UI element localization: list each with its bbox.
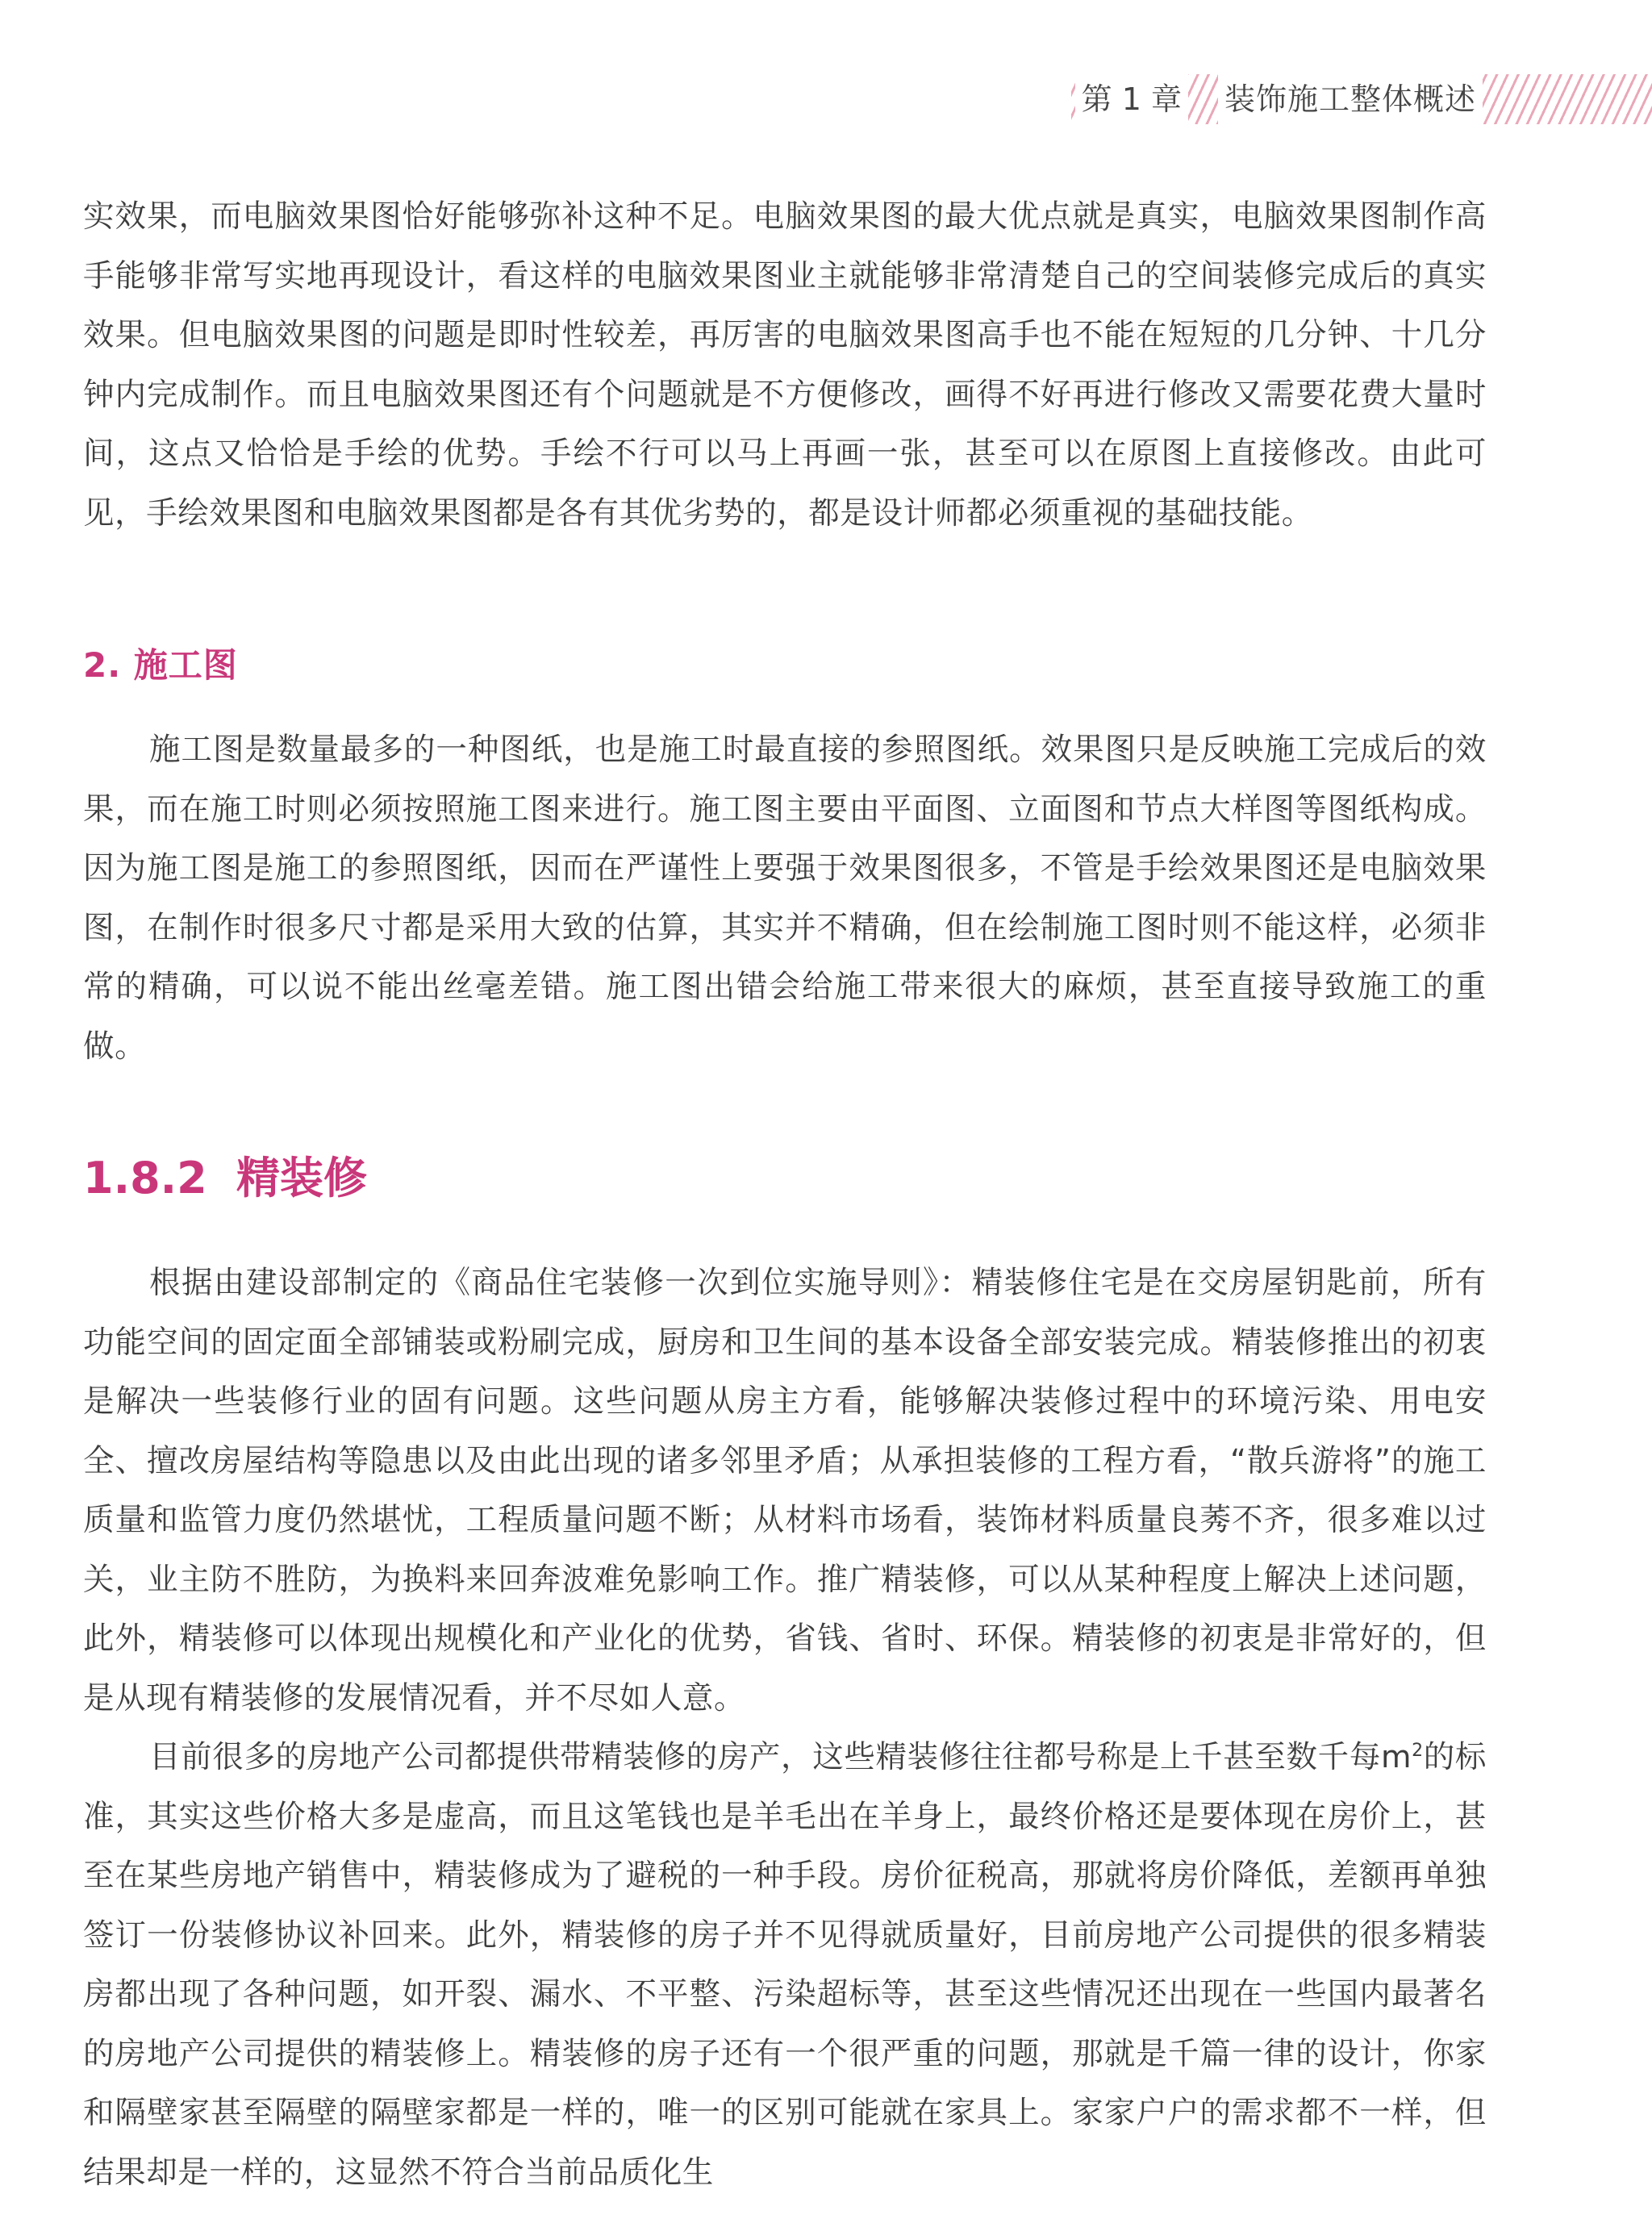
intro-paragraph: 实效果，而电脑效果图恰好能够弥补这种不足。电脑效果图的最大优点就是真实，电脑效果图制作高手能够非常写实地再现设计，看这样的电脑效果图业主就能够非常清楚自己的空间装修完成后的真实效果。但电脑效果图的问题是即时性较差，再厉害的电脑效果图高手也不能在短短的几分钟、十几分钟内完成制作。而且电脑效果图还有个问题就是不方便修改，画得不好再进行修改又需要花费大量时间，这点又恰恰是手绘的优势。手绘不行可以马上再画一张，甚至可以在原图上直接修改。由此可见，手绘效果图和电脑效果图都是各有其优劣势的，都是设计师都必须重视的基础技能。 <box>83 198 1487 532</box>
section-number: 1.8.2 <box>83 1153 207 1203</box>
subsection-heading: 2. 施工图 <box>83 645 238 685</box>
paragraph-2-part-2: 的标准，其实这些价格大多是虚高，而且这笔钱也是羊毛出在羊身上，最终价格还是要体现在房价上，甚至在某些房地产销售中，精装修成为了避税的一种手段。房价征税高，那就将房价降低，差额再单独签订一份装修协议补回来。此外，精装修的房子并不见得就质量好，目前房地产公司提供的很多精装房都出现了各种问题，如开裂、漏水、不平整、污染超标等，甚至这些情况还出现在一些国内最著名的房地产公司提供的精装修上。精装修的房子还有一个很严重的问题，那就是千篇一律的设计，你家和隔壁家甚至隔壁的隔壁家都是一样的，唯一的区别可能就在家具上。家家户户的需求都不一样，但结果却是一样的，这显然不符合当前品质化生 <box>83 1739 1487 2191</box>
section-block <box>83 1253 1487 2202</box>
subsection-block <box>83 720 1487 1076</box>
paragraph-2-part-1: 目前很多的房地产公司都提供带精装修的房产，这些精装修往往都号称是上千甚至数千每 <box>149 1739 1381 1775</box>
header-chapter-label: 第 1 章 <box>1075 74 1188 124</box>
unit-square-meter <box>1381 1739 1424 1775</box>
unit-base: m <box>1380 1739 1412 1775</box>
subsection-paragraph: 施工图是数量最多的一种图纸，也是施工时最直接的参照图纸。效果图只是反映施工完成后的效果，而在施工时则必须按照施工图来进行。施工图主要由平面图、立面图和节点大样图等图纸构成。因为施工图是施工的参照图纸，因而在严谨性上要强于效果图很多，不管是手绘效果图还是电脑效果图，在制作时很多尺寸都是采用大致的估算，其实并不精确，但在绘制施工图时则不能这样，必须非常的精确，可以说不能出丝毫差错。施工图出错会给施工带来很大的麻烦，甚至直接导致施工的重做。 <box>83 732 1487 1065</box>
intro-block <box>83 187 1487 543</box>
running-header <box>1071 74 1652 124</box>
section-heading <box>83 1144 367 1206</box>
section-title: 精装修 <box>236 1153 367 1203</box>
section-paragraph-1: 根据由建设部制定的《商品住宅装修一次到位实施导则》：精装修住宅是在交房屋钥匙前，所有功能空间的固定面全部铺装或粉刷完成，厨房和卫生间的基本设备全部安装完成。精装修推出的初衷是解决一些装修行业的固有问题。这些问题从房主方看，能够解决装修过程中的环境污染、用电安全、擅改房屋结构等隐患以及由此出现的诸多邻里矛盾；从承担装修的工程方看，“散兵游将”的施工质量和监管力度仍然堪忧，工程质量问题不断；从材料市场看，装饰材料质量良莠不齐，很多难以过关，业主防不胜防，为换料来回奔波难免影响工作。推广精装修，可以从某种程度上解决上述问题，此外，精装修可以体现出规模化和产业化的优势，省钱、省时、环保。精装修的初衷是非常好的，但是从现有精装修的发展情况看，并不尽如人意。 <box>83 1265 1487 1716</box>
section-paragraph-2 <box>83 1728 1487 2202</box>
header-chapter-title: 装饰施工整体概述 <box>1218 74 1483 124</box>
unit-superscript: 2 <box>1412 1741 1424 1762</box>
